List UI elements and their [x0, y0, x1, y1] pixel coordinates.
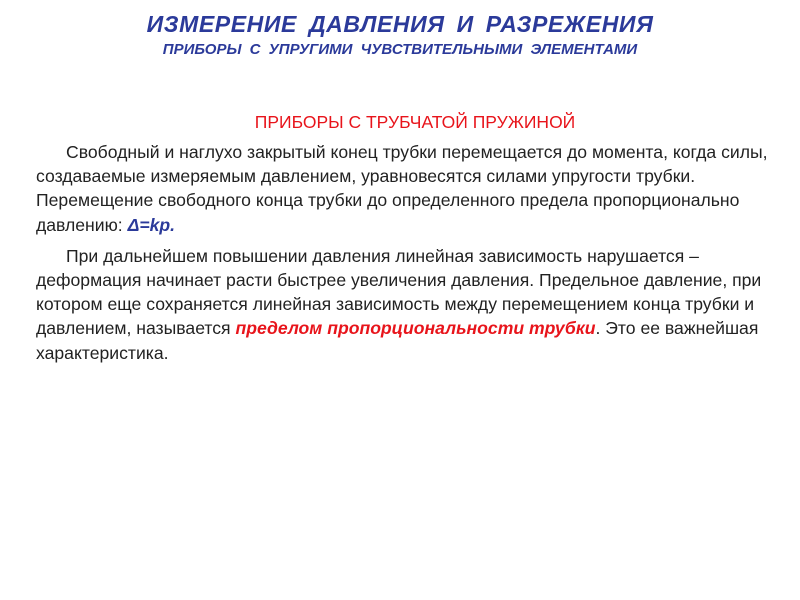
paragraph-1-text: Свободный и наглухо закрытый конец трубки перемещается до момента, когда силы, создаваемые измеряемым давлением, уравновесятся силами упругости трубки. Перемещение свободного конца трубки до определенного предела пропорционально давлению: [36, 142, 768, 235]
slide-subtitle: ПРИБОРЫ С УПРУГИМИ ЧУВСТВИТЕЛЬНЫМИ ЭЛЕМЕНТАМИ [162, 41, 638, 58]
section-heading: ПРИБОРЫ С ТРУБЧАТОЙ ПРУЖИНОЙ [254, 112, 576, 132]
body-text [36, 140, 776, 365]
paragraph-2-text-after: . Это ее важнейшая характеристика. [36, 318, 759, 363]
paragraph-2 [36, 244, 776, 365]
slide-title: ИЗМЕРЕНИЕ ДАВЛЕНИЯ И РАЗРЕЖЕНИЯ [146, 11, 654, 37]
highlighted-term: пределом пропорциональности трубки [235, 318, 596, 339]
formula: Δ=kp. [127, 214, 176, 235]
paragraph-1 [36, 140, 776, 237]
paragraph-2-text-before: При дальнейшем повышении давления линейная зависимость нарушается – деформация начинает расти быстрее увеличения давления. Предельное давление, при котором еще сохраняется линейная зависимость между перемещением конца трубки и давлением, называется [36, 245, 762, 339]
